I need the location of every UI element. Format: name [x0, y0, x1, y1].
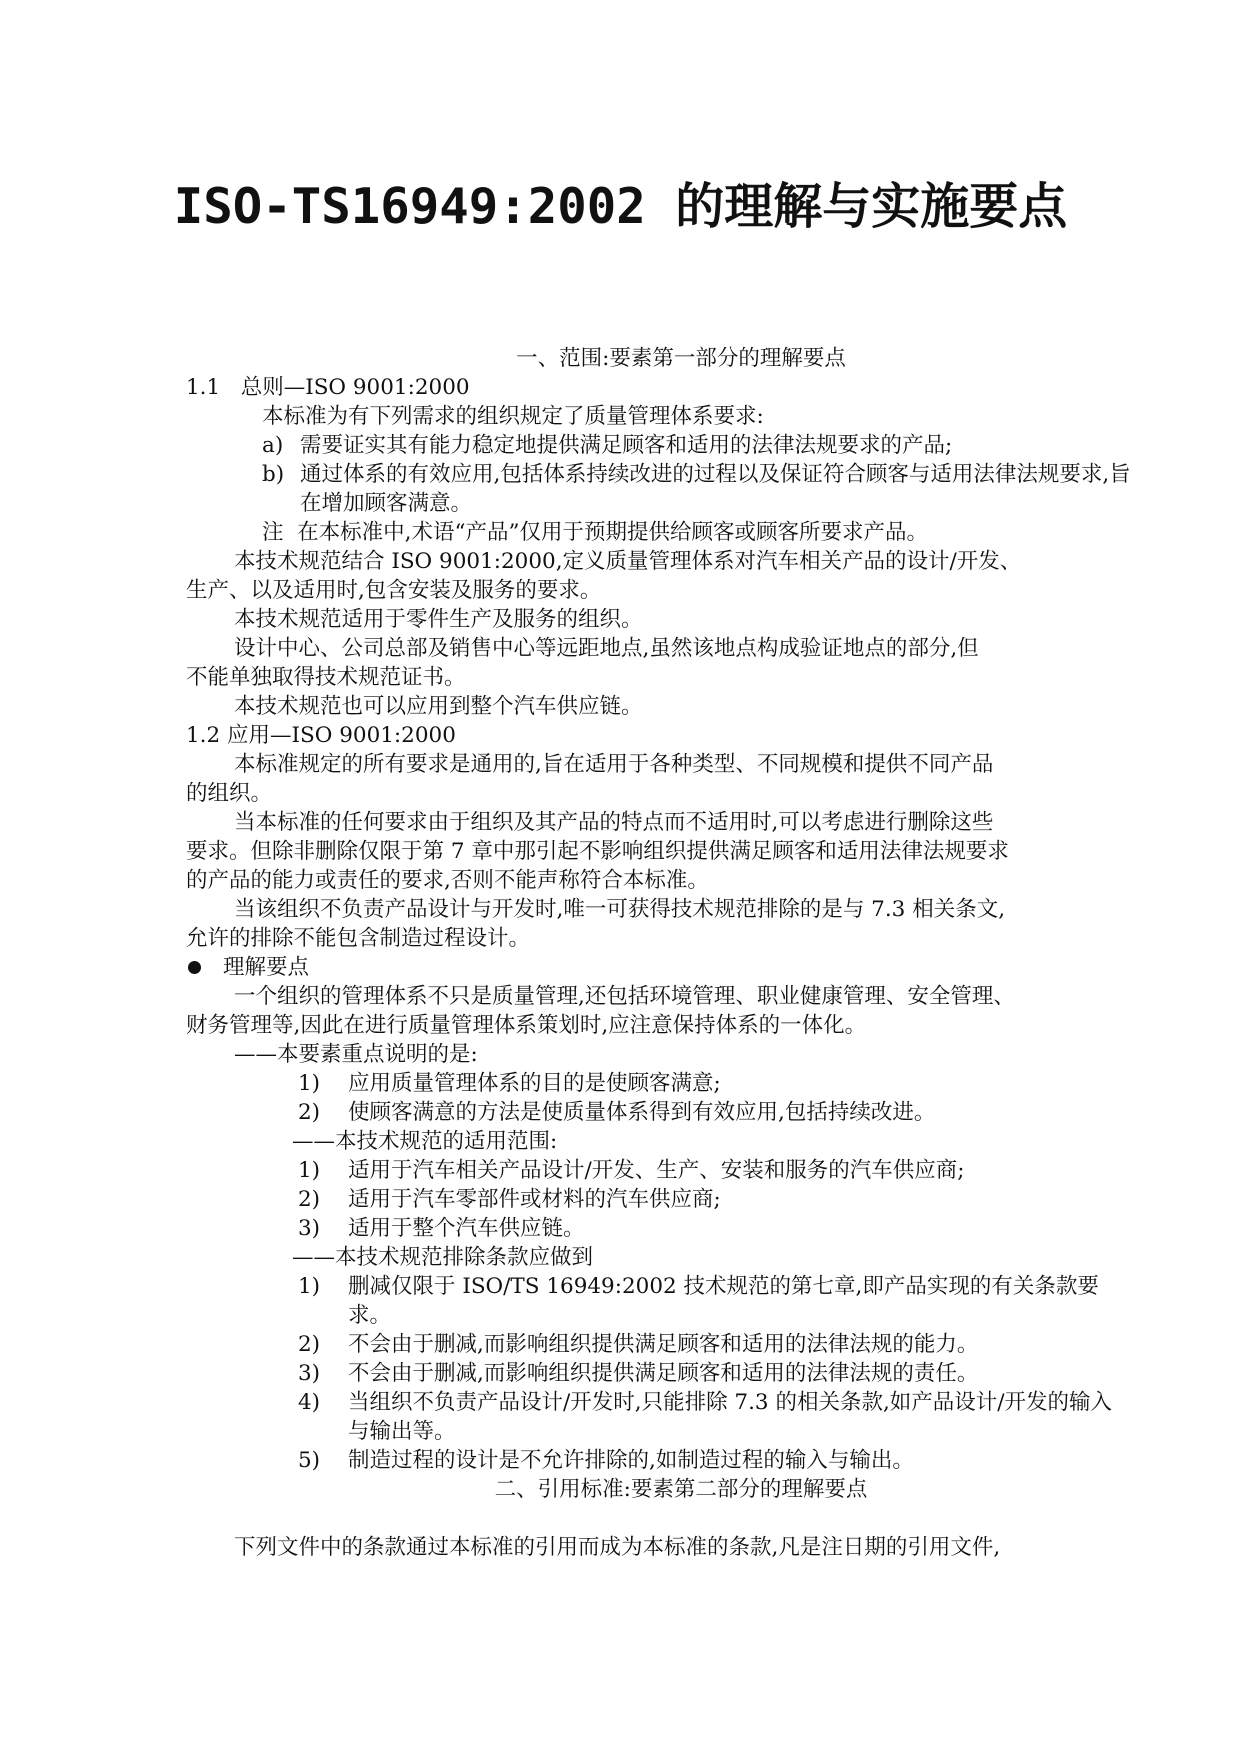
paragraph: 当本标准的任何要求由于组织及其产品的特点而不适用时,可以考虑进行删除这些 — [234, 810, 994, 835]
paragraph: 当该组织不负责产品设计与开发时,唯一可获得技术规范排除的是与 7.3 相关条文, — [234, 897, 1006, 922]
list-label: 4) — [298, 1390, 321, 1415]
key-points-heading — [186, 953, 1176, 982]
list-item — [186, 1098, 1176, 1127]
list-text: 需要证实其有能力稳定地提供满足顾客和适用的法律法规要求的产品; — [300, 433, 953, 458]
list-item — [186, 1156, 1176, 1185]
section-2-heading: 二、引用标准:要素第二部分的理解要点 — [494, 1477, 868, 1502]
list-label: 5) — [298, 1448, 321, 1473]
group-heading: ——本要素重点说明的是: — [234, 1042, 478, 1067]
group-heading: ——本技术规范的适用范围: — [292, 1129, 558, 1154]
paragraph: 本技术规范适用于零件生产及服务的组织。 — [234, 607, 643, 632]
list-item — [186, 1359, 1176, 1388]
list-label: 2) — [298, 1332, 321, 1357]
list-text: 不会由于删减,而影响组织提供满足顾客和适用的法律法规的能力。 — [348, 1332, 979, 1357]
list-item — [186, 1069, 1176, 1098]
section-1-1-heading: 1.1 总则—ISO 9001:2000 — [186, 375, 470, 400]
note: 注 在本标准中,术语“产品”仅用于预期提供给顾客或顾客所要求产品。 — [262, 520, 928, 545]
paragraph: 本技术规范也可以应用到整个汽车供应链。 — [234, 694, 643, 719]
paragraph: 设计中心、公司总部及销售中心等远距地点,虽然该地点构成验证地点的部分,但 — [234, 636, 979, 661]
key-points-label: 理解要点 — [223, 955, 310, 980]
list-label: 1) — [298, 1158, 321, 1183]
list-label: b) — [262, 462, 285, 487]
list-label: 1) — [298, 1274, 321, 1299]
list-item — [186, 1272, 1176, 1330]
list-text: 适用于汽车相关产品设计/开发、生产、安装和服务的汽车供应商; — [348, 1158, 965, 1183]
list-label: a) — [262, 433, 284, 458]
paragraph-cont: 生产、以及适用时,包含安装及服务的要求。 — [186, 578, 602, 603]
paragraph: 下列文件中的条款通过本标准的引用而成为本标准的条款,凡是注日期的引用文件, — [234, 1535, 1001, 1560]
list-text: 当组织不负责产品设计/开发时,只能排除 7.3 的相关条款,如产品设计/开发的输入与输出等。 — [348, 1390, 1113, 1444]
list-item — [186, 1330, 1176, 1359]
paragraph-cont: 要求。但除非删除仅限于第 7 章中那引起不影响组织提供满足顾客和适用法律法规要求 — [186, 839, 1009, 864]
document-body — [186, 344, 1176, 1562]
paragraph-cont: 财务管理等,因此在进行质量管理体系策划时,应注意保持体系的一体化。 — [186, 1013, 867, 1038]
list-text: 删减仅限于 ISO/TS 16949:2002 技术规范的第七章,即产品实现的有关条款要求。 — [348, 1274, 1099, 1328]
list-text: 适用于汽车零部件或材料的汽车供应商; — [348, 1187, 721, 1212]
section-1-2-heading: 1.2 应用—ISO 9001:2000 — [186, 723, 456, 748]
paragraph: 本技术规范结合 ISO 9001:2000,定义质量管理体系对汽车相关产品的设计/开发、 — [234, 549, 1022, 574]
list-text: 使顾客满意的方法是使质量体系得到有效应用,包括持续改进。 — [348, 1100, 936, 1125]
list-item — [186, 1185, 1176, 1214]
list-item — [186, 460, 1176, 518]
list-label: 1) — [298, 1071, 321, 1096]
list-text: 适用于整个汽车供应链。 — [348, 1216, 585, 1241]
paragraph-cont: 的组织。 — [186, 781, 273, 806]
document-title: ISO-TS16949:2002 的理解与实施要点 — [173, 178, 1068, 235]
list-text: 制造过程的设计是不允许排除的,如制造过程的输入与输出。 — [348, 1448, 914, 1473]
bullet-icon — [188, 961, 201, 974]
list-item — [186, 1388, 1176, 1446]
section-1-heading: 一、范围:要素第一部分的理解要点 — [516, 346, 846, 371]
paragraph: 本标准为有下列需求的组织规定了质量管理体系要求: — [262, 404, 764, 429]
paragraph-cont: 的产品的能力或责任的要求,否则不能声称符合本标准。 — [186, 868, 709, 893]
list-label: 2) — [298, 1187, 321, 1212]
list-item — [186, 1446, 1176, 1475]
paragraph: 本标准规定的所有要求是通用的,旨在适用于各种类型、不同规模和提供不同产品 — [234, 752, 994, 777]
paragraph-cont: 允许的排除不能包含制造过程设计。 — [186, 926, 531, 951]
paragraph-cont: 不能单独取得技术规范证书。 — [186, 665, 466, 690]
paragraph: 一个组织的管理体系不只是质量管理,还包括环境管理、职业健康管理、安全管理、 — [234, 984, 1015, 1009]
list-label: 3) — [298, 1361, 321, 1386]
spacer — [186, 1504, 1176, 1533]
list-text: 不会由于删减,而影响组织提供满足顾客和适用的法律法规的责任。 — [348, 1361, 979, 1386]
list-item — [186, 431, 1176, 460]
list-text: 应用质量管理体系的目的是使顾客满意; — [348, 1071, 721, 1096]
list-item — [186, 1214, 1176, 1243]
list-text: 通过体系的有效应用,包括体系持续改进的过程以及保证符合顾客与适用法律法规要求,旨在增加顾客满意。 — [300, 462, 1131, 516]
list-label: 3) — [298, 1216, 321, 1241]
list-label: 2) — [298, 1100, 321, 1125]
group-heading: ——本技术规范排除条款应做到 — [292, 1245, 594, 1270]
